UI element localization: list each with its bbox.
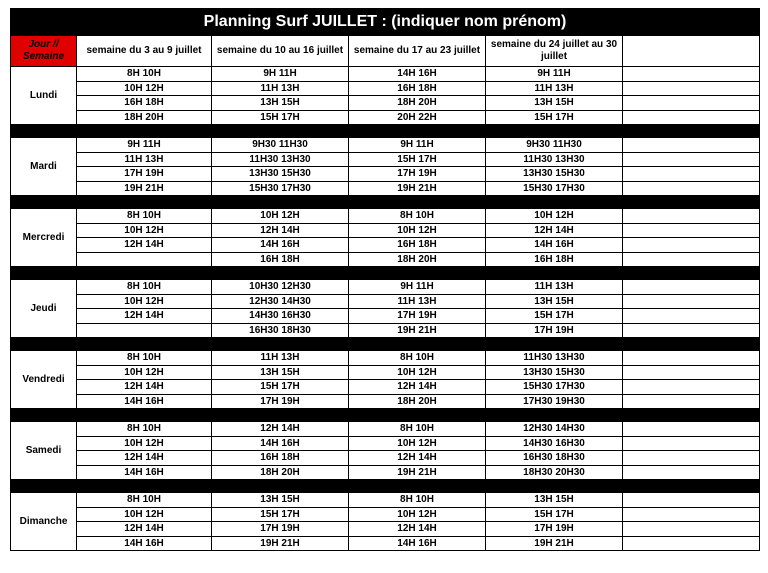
slot-cell: 13H30 15H30 — [212, 167, 349, 182]
slot-cell: 8H 10H — [349, 422, 486, 437]
slot-cell: 11H 13H — [212, 351, 349, 366]
slot-cell: 10H 12H — [349, 507, 486, 522]
table-row — [11, 507, 760, 522]
day-label: Jeudi — [11, 280, 77, 338]
table-row — [11, 465, 760, 480]
table-row — [11, 209, 760, 224]
slot-cell: 15H 17H — [212, 380, 349, 395]
table-row — [11, 81, 760, 96]
slot-cell: 14H 16H — [486, 238, 623, 253]
slot-cell: 11H 13H — [77, 152, 212, 167]
day-label: Samedi — [11, 422, 77, 480]
name-entry-cell[interactable] — [623, 436, 760, 451]
slot-cell: 17H 19H — [349, 167, 486, 182]
slot-cell: 9H 11H — [349, 138, 486, 153]
slot-cell: 12H 14H — [212, 422, 349, 437]
slot-cell: 15H 17H — [212, 507, 349, 522]
name-entry-cell[interactable] — [623, 451, 760, 466]
slot-cell: 19H 21H — [77, 181, 212, 196]
slot-cell: 16H 18H — [77, 96, 212, 111]
table-row — [11, 351, 760, 366]
table-row — [11, 280, 760, 295]
table-row — [11, 167, 760, 182]
slot-cell: 11H30 13H30 — [486, 152, 623, 167]
name-entry-cell[interactable] — [623, 138, 760, 153]
slot-cell: 18H 20H — [349, 252, 486, 267]
table-row — [11, 536, 760, 551]
corner-label: Jour // Semaine — [11, 36, 77, 67]
slot-cell: 9H 11H — [77, 138, 212, 153]
week-header-1: semaine du 3 au 9 juillet — [77, 36, 212, 67]
table-row — [11, 110, 760, 125]
day-separator — [11, 409, 760, 422]
table-row — [11, 238, 760, 253]
table-row — [11, 493, 760, 508]
slot-cell: 10H 12H — [212, 209, 349, 224]
name-entry-cell[interactable] — [623, 465, 760, 480]
day-label: Vendredi — [11, 351, 77, 409]
slot-cell: 10H 12H — [77, 436, 212, 451]
slot-cell: 8H 10H — [77, 493, 212, 508]
name-entry-cell[interactable] — [623, 81, 760, 96]
slot-cell: 16H 18H — [212, 252, 349, 267]
name-entry-cell[interactable] — [623, 380, 760, 395]
table-row — [11, 96, 760, 111]
name-entry-cell[interactable] — [623, 238, 760, 253]
slot-cell: 10H 12H — [349, 223, 486, 238]
name-entry-cell[interactable] — [623, 167, 760, 182]
planning-table — [10, 8, 760, 551]
name-entry-cell[interactable] — [623, 493, 760, 508]
slot-cell: 9H 11H — [212, 67, 349, 82]
table-row — [11, 522, 760, 537]
slot-cell: 12H 14H — [77, 238, 212, 253]
slot-cell: 11H 13H — [486, 81, 623, 96]
slot-cell: 14H 16H — [77, 465, 212, 480]
table-row — [11, 365, 760, 380]
slot-cell: 15H30 17H30 — [486, 181, 623, 196]
slot-cell: 12H30 14H30 — [212, 294, 349, 309]
name-entry-cell[interactable] — [623, 294, 760, 309]
slot-cell: 20H 22H — [349, 110, 486, 125]
slot-cell: 18H30 20H30 — [486, 465, 623, 480]
slot-cell: 18H 20H — [349, 394, 486, 409]
table-row — [11, 152, 760, 167]
name-entry-cell[interactable] — [623, 323, 760, 338]
slot-cell: 16H 18H — [486, 252, 623, 267]
name-entry-cell[interactable] — [623, 152, 760, 167]
slot-cell: 8H 10H — [77, 422, 212, 437]
slot-cell: 15H30 17H30 — [212, 181, 349, 196]
day-label: Lundi — [11, 67, 77, 125]
slot-cell: 12H 14H — [77, 451, 212, 466]
table-row — [11, 451, 760, 466]
slot-cell: 17H 19H — [212, 522, 349, 537]
slot-cell: 14H 16H — [349, 67, 486, 82]
name-entry-cell[interactable] — [623, 536, 760, 551]
slot-cell: 9H30 11H30 — [486, 138, 623, 153]
slot-cell: 16H 18H — [349, 81, 486, 96]
slot-cell: 8H 10H — [77, 280, 212, 295]
slot-cell: 12H 14H — [77, 522, 212, 537]
week-header-3: semaine du 17 au 23 juillet — [349, 36, 486, 67]
name-entry-cell[interactable] — [623, 351, 760, 366]
separator-bar — [11, 267, 760, 280]
slot-cell: 15H 17H — [212, 110, 349, 125]
slot-cell: 8H 10H — [349, 351, 486, 366]
slot-cell: 15H 17H — [486, 309, 623, 324]
name-entry-cell[interactable] — [623, 67, 760, 82]
slot-cell: 14H 16H — [77, 394, 212, 409]
slot-cell: 8H 10H — [77, 209, 212, 224]
name-entry-cell[interactable] — [623, 181, 760, 196]
slot-cell: 12H 14H — [77, 380, 212, 395]
slot-cell: 13H30 15H30 — [486, 365, 623, 380]
slot-cell: 13H 15H — [486, 294, 623, 309]
slot-cell: 13H 15H — [486, 493, 623, 508]
slot-cell: 11H30 13H30 — [486, 351, 623, 366]
slot-cell: 17H 19H — [486, 522, 623, 537]
name-entry-cell[interactable] — [623, 96, 760, 111]
slot-cell: 11H 13H — [349, 294, 486, 309]
slot-cell: 9H 11H — [486, 67, 623, 82]
table-row — [11, 223, 760, 238]
slot-cell: 10H 12H — [349, 436, 486, 451]
slot-cell: 17H 19H — [212, 394, 349, 409]
separator-bar — [11, 125, 760, 138]
day-label: Mardi — [11, 138, 77, 196]
week-header-4: semaine du 24 juillet au 30 juillet — [486, 36, 623, 67]
slot-cell: 11H 13H — [212, 81, 349, 96]
day-separator — [11, 338, 760, 351]
table-row — [11, 181, 760, 196]
separator-bar — [11, 338, 760, 351]
slot-cell: 19H 21H — [212, 536, 349, 551]
table-row — [11, 422, 760, 437]
slot-cell: 10H 12H — [77, 365, 212, 380]
slot-cell: 19H 21H — [349, 465, 486, 480]
name-entry-cell[interactable] — [623, 252, 760, 267]
slot-cell: 11H30 13H30 — [212, 152, 349, 167]
separator-bar — [11, 409, 760, 422]
slot-cell: 14H30 16H30 — [212, 309, 349, 324]
slot-cell: 17H 19H — [486, 323, 623, 338]
slot-cell: 9H30 11H30 — [212, 138, 349, 153]
table-row — [11, 394, 760, 409]
table-row — [11, 436, 760, 451]
slot-cell: 10H30 12H30 — [212, 280, 349, 295]
table-row — [11, 294, 760, 309]
slot-cell: 14H 16H — [349, 536, 486, 551]
slot-cell: 10H 12H — [349, 365, 486, 380]
name-entry-cell[interactable] — [623, 365, 760, 380]
surf-planning-sheet — [10, 8, 760, 551]
slot-cell: 17H 19H — [77, 167, 212, 182]
slot-cell: 12H 14H — [349, 451, 486, 466]
slot-cell: 8H 10H — [77, 351, 212, 366]
day-separator — [11, 480, 760, 493]
slot-cell: 14H 16H — [212, 436, 349, 451]
slot-cell: 15H 17H — [486, 110, 623, 125]
slot-cell: 13H 15H — [212, 96, 349, 111]
slot-cell: 12H 14H — [349, 522, 486, 537]
slot-cell: 17H 19H — [349, 309, 486, 324]
table-row — [11, 323, 760, 338]
slot-cell: 12H 14H — [77, 309, 212, 324]
table-row — [11, 252, 760, 267]
title-row — [11, 9, 760, 36]
separator-bar — [11, 480, 760, 493]
table-row — [11, 309, 760, 324]
slot-cell: 18H 20H — [212, 465, 349, 480]
slot-cell: 8H 10H — [77, 67, 212, 82]
slot-cell: 19H 21H — [349, 181, 486, 196]
day-label: Dimanche — [11, 493, 77, 551]
slot-cell: 14H 16H — [212, 238, 349, 253]
slot-cell: 16H30 18H30 — [486, 451, 623, 466]
table-row — [11, 67, 760, 82]
slot-cell — [77, 323, 212, 338]
name-entry-cell[interactable] — [623, 394, 760, 409]
slot-cell: 18H 20H — [77, 110, 212, 125]
slot-cell: 16H 18H — [349, 238, 486, 253]
slot-cell: 15H30 17H30 — [486, 380, 623, 395]
name-entry-cell[interactable] — [623, 280, 760, 295]
slot-cell: 17H30 19H30 — [486, 394, 623, 409]
slot-cell: 12H 14H — [349, 380, 486, 395]
table-row — [11, 138, 760, 153]
page-title: Planning Surf JUILLET : (indiquer nom prénom) — [11, 9, 760, 36]
slot-cell: 10H 12H — [486, 209, 623, 224]
slot-cell: 15H 17H — [486, 507, 623, 522]
day-label: Mercredi — [11, 209, 77, 267]
slot-cell: 14H30 16H30 — [486, 436, 623, 451]
day-separator — [11, 267, 760, 280]
name-entry-cell[interactable] — [623, 422, 760, 437]
week-header-2: semaine du 10 au 16 juillet — [212, 36, 349, 67]
name-entry-cell[interactable] — [623, 110, 760, 125]
slot-cell: 14H 16H — [77, 536, 212, 551]
slot-cell: 16H30 18H30 — [212, 323, 349, 338]
name-entry-cell[interactable] — [623, 507, 760, 522]
slot-cell: 10H 12H — [77, 507, 212, 522]
slot-cell: 13H 15H — [212, 493, 349, 508]
name-entry-cell[interactable] — [623, 309, 760, 324]
slot-cell: 13H 15H — [486, 96, 623, 111]
slot-cell: 10H 12H — [77, 81, 212, 96]
slot-cell: 18H 20H — [349, 96, 486, 111]
slot-cell: 9H 11H — [349, 280, 486, 295]
name-entry-cell[interactable] — [623, 522, 760, 537]
slot-cell: 8H 10H — [349, 209, 486, 224]
slot-cell: 10H 12H — [77, 223, 212, 238]
slot-cell: 13H 15H — [212, 365, 349, 380]
slot-cell: 19H 21H — [349, 323, 486, 338]
table-row — [11, 380, 760, 395]
separator-bar — [11, 196, 760, 209]
slot-cell: 13H30 15H30 — [486, 167, 623, 182]
slot-cell: 11H 13H — [486, 280, 623, 295]
slot-cell: 12H 14H — [486, 223, 623, 238]
day-separator — [11, 196, 760, 209]
slot-cell — [77, 252, 212, 267]
slot-cell: 12H 14H — [212, 223, 349, 238]
empty-header-cell — [623, 36, 760, 67]
day-separator — [11, 125, 760, 138]
header-row — [11, 36, 760, 67]
name-entry-cell[interactable] — [623, 209, 760, 224]
slot-cell: 10H 12H — [77, 294, 212, 309]
slot-cell: 19H 21H — [486, 536, 623, 551]
name-entry-cell[interactable] — [623, 223, 760, 238]
slot-cell: 15H 17H — [349, 152, 486, 167]
slot-cell: 8H 10H — [349, 493, 486, 508]
slot-cell: 12H30 14H30 — [486, 422, 623, 437]
slot-cell: 16H 18H — [212, 451, 349, 466]
